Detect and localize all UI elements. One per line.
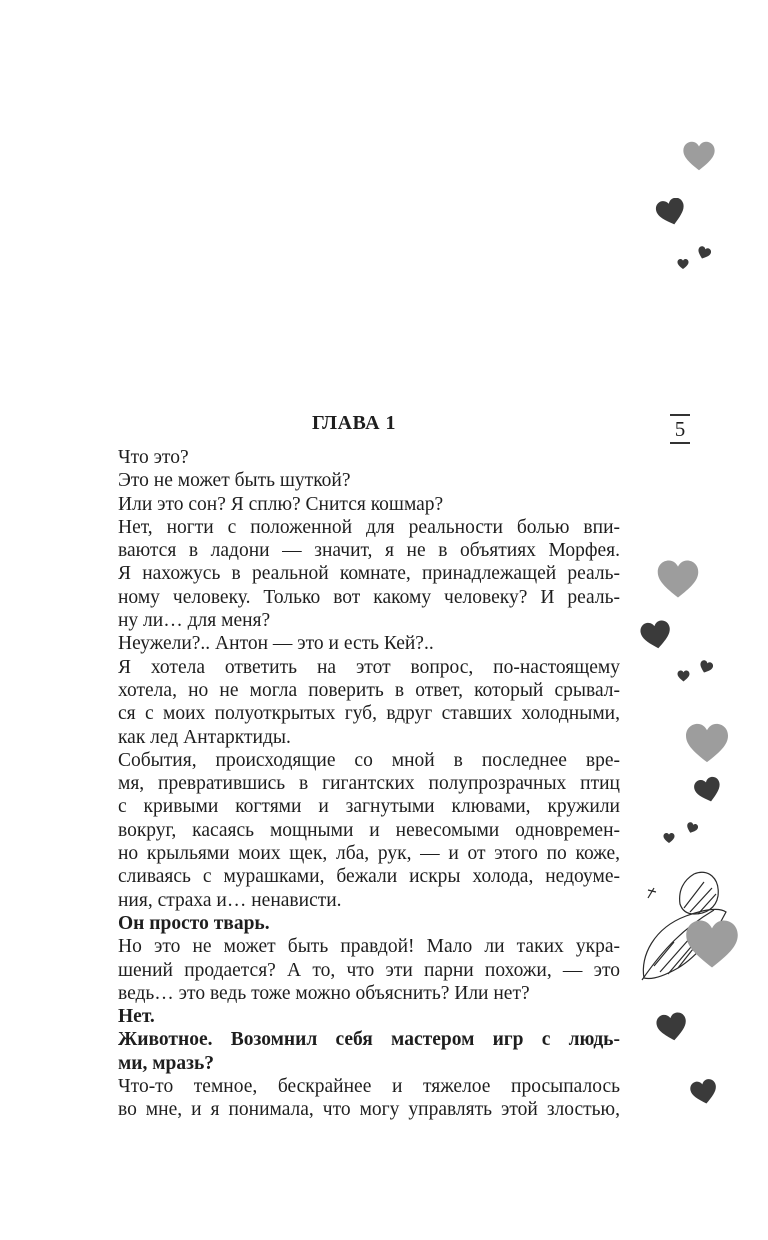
text-line: Что-то темное, бескрайнее и тяжелое просыпалось bbox=[118, 1076, 620, 1098]
text-line: сливаясь с мурашками, бежали искры холода, недоуме- bbox=[118, 866, 620, 888]
heart-icon bbox=[677, 258, 689, 270]
heart-icon bbox=[690, 1078, 718, 1106]
heart-icon bbox=[694, 776, 722, 804]
text-line: ваются в ладони — значит, я не в объятиях Морфея. bbox=[118, 540, 620, 562]
text-line: шений продается? А то, что эти парни похожи, — это bbox=[118, 959, 620, 981]
chapter-title: ГЛАВА 1 bbox=[311, 412, 397, 434]
text-line: Или это сон? Я сплю? Снится кошмар? bbox=[118, 493, 444, 515]
text-line: Он просто тварь. bbox=[118, 912, 270, 934]
text-line: События, происходящие со мной в последнее вре- bbox=[118, 749, 620, 771]
heart-icon bbox=[684, 722, 730, 764]
text-line: хотела, но не могла поверить в ответ, который срывал- bbox=[118, 679, 620, 701]
text-line: мя, превратившись в гигантских полупрозрачных птиц bbox=[118, 773, 620, 795]
text-line: Нет. bbox=[118, 1006, 155, 1028]
heart-icon bbox=[684, 916, 740, 972]
text-line: во мне, и я понимала, что могу управлять этой злостью, bbox=[118, 1099, 620, 1121]
heart-icon bbox=[655, 198, 687, 226]
text-line: Но это не может быть правдой! Мало ли таких укра- bbox=[118, 936, 620, 958]
text-line: с кривыми когтями и загнутыми клювами, кружили bbox=[118, 796, 620, 818]
heart-icon bbox=[640, 620, 672, 650]
heart-icon bbox=[677, 670, 690, 682]
heart-icon bbox=[656, 1012, 688, 1042]
text-line: Я нахожусь в реальной комнате, принадлежащей реаль- bbox=[118, 563, 620, 585]
text-line: как лед Антарктиды. bbox=[118, 726, 291, 748]
text-line: ния, страха и… ненависти. bbox=[118, 889, 342, 911]
body-text bbox=[118, 446, 620, 1122]
text-line: ся с моих полуоткрытых губ, вдруг ставших холодными, bbox=[118, 703, 620, 725]
text-line: Животное. Возомнил себя мастером игр с людь- bbox=[118, 1029, 620, 1051]
text-line: ному человеку. Только вот какому человеку? И реаль- bbox=[118, 586, 620, 608]
text-line: Нет, ногти с положенной для реальности болью впи- bbox=[118, 516, 620, 538]
text-line: Что это? bbox=[118, 447, 189, 468]
page-number: 5 bbox=[670, 414, 690, 444]
text-line: но крыльями моих щек, лба, рук, — и от этого по коже, bbox=[118, 843, 620, 865]
text-line: Я хотела ответить на этот вопрос, по-настоящему bbox=[118, 656, 620, 678]
heart-icon bbox=[697, 244, 711, 262]
heart-icon bbox=[699, 658, 713, 676]
text-line: Неужели?.. Антон — это и есть Кей?.. bbox=[118, 633, 434, 655]
text-line: вокруг, касаясь мощными и невесомыми одновремен- bbox=[118, 819, 620, 841]
text-line: ведь… это ведь тоже можно объяснить? Или нет? bbox=[118, 982, 530, 1004]
text-line: ну ли… для меня? bbox=[118, 610, 271, 632]
text-line: ми, мразь? bbox=[118, 1052, 215, 1074]
text-line: Это не может быть шуткой? bbox=[118, 470, 351, 492]
heart-icon bbox=[686, 820, 698, 836]
heart-icon bbox=[682, 140, 716, 172]
heart-icon bbox=[663, 832, 675, 844]
heart-icon bbox=[656, 558, 700, 600]
